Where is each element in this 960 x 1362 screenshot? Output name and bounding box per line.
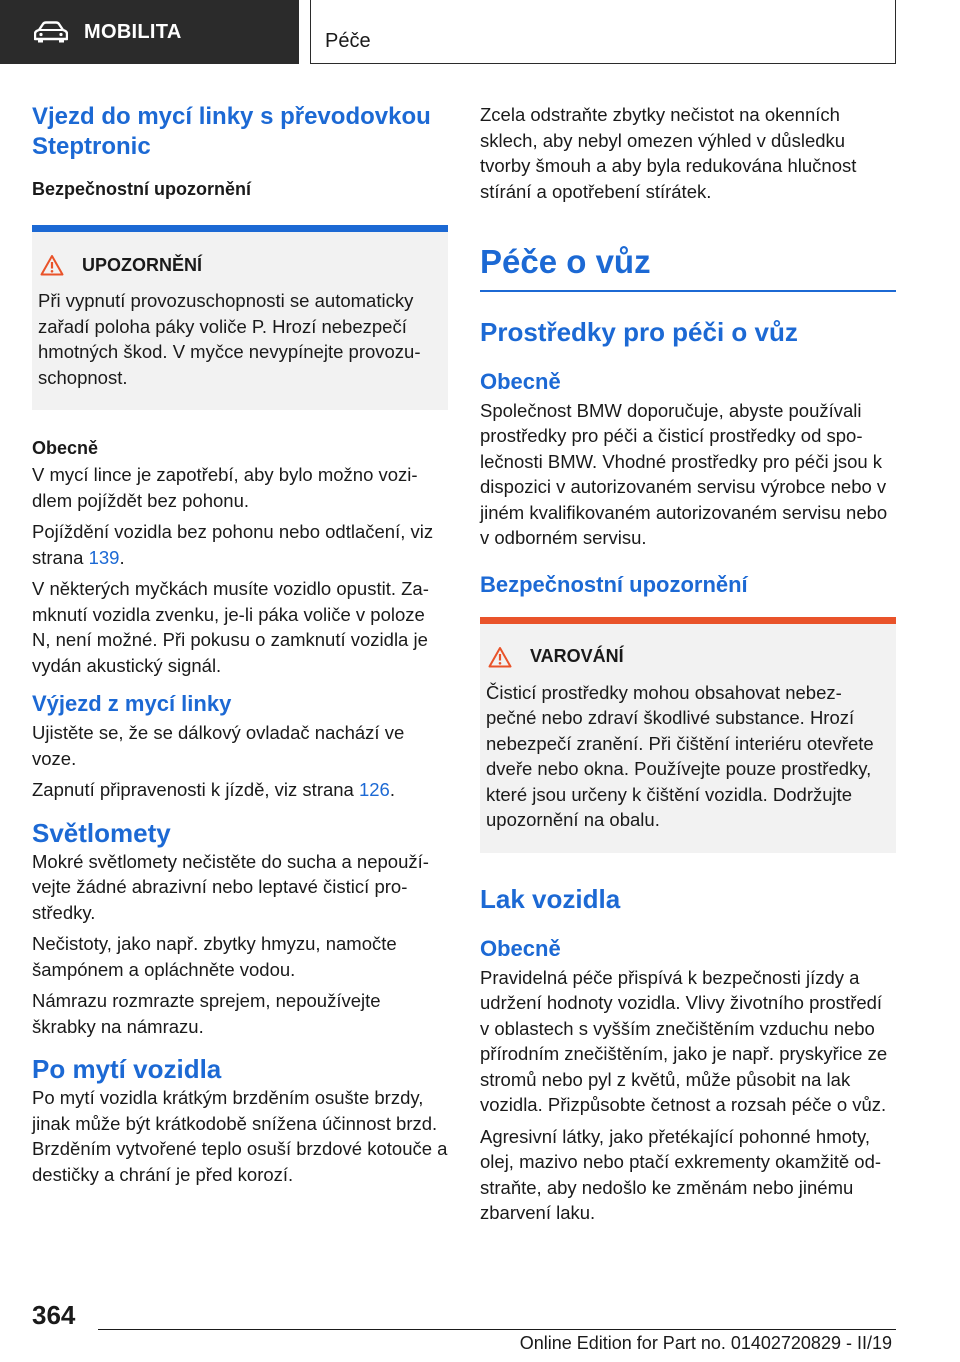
paragraph: Společnost BMW doporučuje, abyste používali prostředky pro péči a čisticí prostředky od společnosti BMW. Vhodné prostředky pro péči jsou k dispozici v autorizovaném servisu výrobce nebo v jiném kvalifikovaném autorizovaném servisu nebo v odborném servisu.: [480, 399, 888, 548]
heading-steptronic: Vjezd do mycí linky s převodovkou Steptronic: [32, 103, 431, 160]
heading-lights: Světlomety: [32, 817, 171, 848]
paragraph: V mycí lince je zapotřebí, aby bylo možno vozidlem pojíždět bez pohonu.: [32, 464, 418, 511]
paragraph-with-link: Pojíždění vozidla bez pohonu nebo odtlačení, viz strana 139.: [32, 521, 434, 568]
heading-paint: Lak vozidla: [480, 883, 621, 914]
safety-heading: Bezpečnostní upozornění: [32, 179, 252, 199]
page-link[interactable]: 126: [358, 779, 390, 800]
heading-care: Péče o vůz: [480, 243, 651, 280]
heading-rule: [480, 290, 896, 292]
paragraph: Nečistoty, jako např. zbytky hmyzu, namočte šampónem a opláchněte vodou.: [32, 933, 397, 980]
subsection-title: Péče: [325, 30, 371, 52]
notice-title: UPOZORNĚNÍ: [82, 254, 203, 275]
page-number: 364: [32, 1300, 76, 1330]
warning-text: Čisticí prostředky mohou obsahovat nebezpečné nebo zdraví škodlivé substance. Hrozí nebezpečí zranění. Při čištění interiéru otevřete dveře nebo okna. Používejte pouze prostředky, které jsou určeny k čištění vozidla. Dodržujte upozornění na obalu.: [486, 681, 874, 830]
warning-triangle-icon: [40, 254, 64, 276]
paragraph: Zcela odstraňte zbytky nečistot na okenních sklech, aby nebyl omezen výhled v důsledku tvorby šmouh a aby byla redukována hlučnost stírání a opotřebení stírátek.: [480, 104, 857, 202]
warning-triangle-icon: [488, 646, 512, 668]
paragraph: Pravidelná péče přispívá k bezpečnosti jízdy a udržení hodnoty vozidla. Vlivy životního prostředí v oblastech s vyšším znečištěním vzduchu nebo přírodním znečištěním, jako je např. pryskyřice ze stromů nebo pyl z květů, může působit na lak vozidla. Přizpůsobte četnost a rozsah péče o vůz.: [480, 966, 888, 1115]
subsection-tab: [310, 0, 896, 64]
warning-box: [480, 617, 896, 853]
notice-box: [32, 225, 448, 410]
section-tab: [0, 0, 299, 64]
paragraph: Mokré světlomety nečistěte do sucha a nepoužívejte žádné abrazivní nebo leptavé čisticí prostředky.: [32, 850, 429, 923]
warning-title: VAROVÁNÍ: [530, 646, 624, 666]
left-column: [32, 102, 448, 1187]
general-heading: Obecně: [480, 368, 561, 394]
heading-products: Prostředky pro péči o vůz: [480, 316, 798, 347]
safety-heading: Bezpečnostní upozornění: [480, 571, 748, 597]
general-heading: Obecně: [480, 935, 561, 961]
section-title: MOBILITA: [84, 20, 182, 43]
paragraph: Ujistěte se, že se dálkový ovladač nachází ve voze.: [32, 722, 405, 769]
heading-after-wash: Po mytí vozidla: [32, 1054, 222, 1084]
page-link[interactable]: 139: [88, 546, 120, 568]
edition-text: Online Edition for Part no. 01402720829 - II/19: [519, 1333, 892, 1353]
paragraph: V některých myčkách musíte vozidlo opustit. Zamknutí vozidla zvenku, je-li páka voliče v poloze N, není možné. Při pokusu o zamknutí vozidla je vydán akustický signál.: [32, 578, 429, 676]
paragraph: Po mytí vozidla krátkým brzděním osušte brzdy, jinak může být krátkodobě snížena účinnost brzd. Brzděním vytvořené teplo osuší brzdové kotouče a destičky a chrání je před korozí.: [32, 1087, 448, 1185]
footer-divider: [98, 1329, 896, 1330]
car-icon: [34, 21, 68, 43]
paragraph: Agresivní látky, jako přetékající pohonné hmoty, olej, mazivo nebo ptačí exkrementy okamžitě odstraňte, aby nedošlo ke změnám nebo jinému zbarvení laku.: [480, 1125, 882, 1223]
paragraph: Námrazu rozmrazte sprejem, nepoužívejte škrabky na námrazu.: [32, 990, 381, 1037]
warning-title-row: [486, 646, 880, 668]
general-heading: Obecně: [32, 438, 99, 458]
heading-exit: Výjezd z mycí linky: [32, 691, 232, 716]
notice-title-row: [38, 254, 432, 276]
paragraph-with-link: Zapnutí připravenosti k jízdě, viz strana 126.: [32, 779, 395, 800]
right-column: [480, 102, 896, 1226]
notice-text: Při vypnutí provozuschopnosti se automaticky zařadí poloha páky voliče P. Hrozí nebezpečí hmotných škod. V myčce nevypínejte provozuschopnost.: [38, 290, 421, 388]
